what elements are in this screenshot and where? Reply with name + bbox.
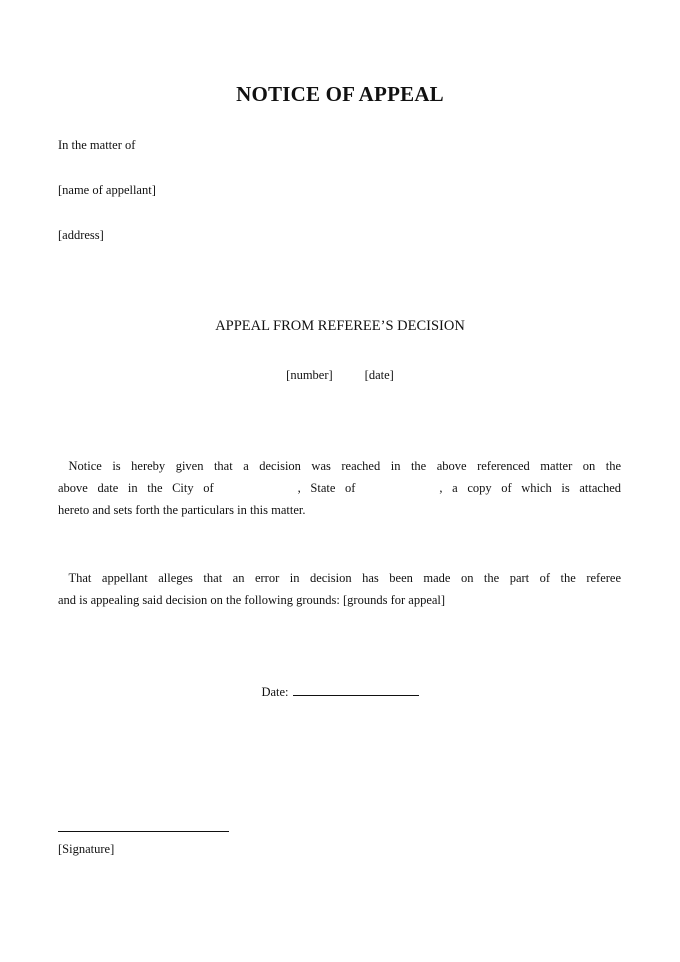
allegation-line-1: That appellant alleges that an error in decision has been made on the part of the referee — [68, 571, 621, 585]
matter-label: In the matter of — [58, 138, 136, 152]
date-field — [0, 683, 680, 700]
date-label: Date: — [261, 685, 289, 699]
document-title: NOTICE OF APPEAL — [236, 82, 444, 106]
signature-line — [58, 831, 229, 832]
date-placeholder: [date] — [364, 368, 394, 382]
notice-paragraph — [58, 455, 621, 521]
allegation-line-2: and is appealing said decision on the following grounds: [grounds for appeal] — [58, 593, 446, 607]
notice-line-2: above date in the City of , State of , a copy of which is attached — [58, 481, 621, 495]
appeal-subtitle: APPEAL FROM REFEREE’S DECISION — [215, 318, 465, 334]
notice-line-1: Notice is hereby given that a decision was reached in the above referenced matter on the — [68, 459, 622, 473]
number-date-line — [0, 368, 680, 383]
allegation-paragraph — [58, 567, 621, 611]
appellant-name-placeholder: [name of appellant] — [58, 183, 156, 197]
address-placeholder: [address] — [58, 228, 104, 242]
number-placeholder: [number] — [286, 368, 333, 382]
signature-label: [Signature] — [58, 842, 115, 856]
notice-line-3: hereto and sets forth the particulars in this matter. — [58, 503, 306, 517]
date-blank-line — [293, 683, 419, 696]
